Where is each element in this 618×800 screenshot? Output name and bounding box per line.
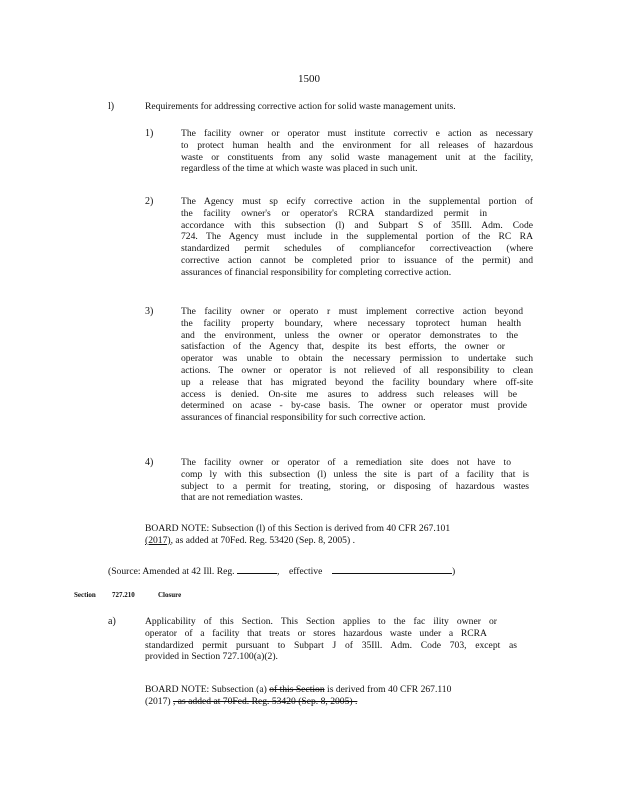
amended-year-underlined: (2017)	[145, 534, 171, 546]
subsection-l-label: l)	[108, 101, 115, 112]
deleted-citation: , as added at 70Fed. Reg. 53420 (Sep. 8, 2005) .	[172, 695, 358, 707]
section-word: Section	[74, 591, 96, 599]
item-4-text: The facility owner or operator of a remediation site does not have to comp ly with this subsection (l) unless the site is part of a facility that is subject to a permit for treating, storing, or disposing of hazardous wastes that are not remediation wastes.	[181, 457, 529, 504]
item-a-label: a)	[108, 616, 116, 627]
section-number: 727.210	[112, 591, 135, 599]
item-3-text: The facility owner or operato r must implement corrective action beyond the facility property boundary, where necessary toprotect human health and the environment, unless the owner or operator demonstrates to the satisfaction of the Agency that, despite its best efforts, the owner or operator was unable to obtain the necessary permission to undertake such actions. The owner or operator is not relieved of all responsibility to clean up a release that has migrated beyond the facility boundary where off-site access is denied. On-site me asures to address such releases will be determined on acase - by-case basis. The owner or operator must provide assurances of financial responsibility for such corrective action.	[181, 306, 533, 424]
source-note: (Source: Amended at 42 Ill. Reg. , effective )	[108, 566, 456, 577]
section-title: Closure	[158, 591, 182, 599]
item-4-label: 4)	[145, 457, 154, 468]
item-a-text: Applicability of this Section. This Section applies to the fac ility owner or operator of a facility that treats or stores hazardous waste under a RCRA standardized permit pursuant to Subpart J of 35Ill. Adm. Code 703, except as provided in Section 727.100(a)(2).	[145, 616, 517, 663]
item-2-text: The Agency must sp ecify corrective action in the supplemental portion of the facility owner's or operator's RCRA standardized permit in accordance with this subsection (l) and Subpart S of 35Ill. Adm. Code 724. The Agency must include in the supplemental portion of the RC RA standardized permit schedules of compliancefor correctiveaction (where corrective action cannot be completed prior to issuance of the permit) and assurances of financial responsibility for completing corrective action.	[181, 196, 533, 278]
register-page-blank	[237, 564, 277, 574]
page-number: 1500	[298, 73, 320, 85]
effective-date-blank	[332, 564, 452, 574]
board-note-subsection-l: BOARD NOTE: Subsection (l) of this Section is derived from 40 CFR 267.101 (2017), as added at 70Fed. Reg. 53420 (Sep. 8, 2005) .	[145, 523, 451, 546]
deleted-text: of this Section	[269, 684, 325, 695]
item-1-text: The facility owner or operator must institute correctiv e action as necessary to protect human health and the environment for all releases of hazardous waste or constituents from any solid waste management unit at the facility, regardless of the time at which waste was placed in such unit.	[181, 128, 533, 175]
item-1-label: 1)	[145, 128, 154, 139]
item-3-label: 3)	[145, 306, 154, 317]
subsection-l-heading: Requirements for addressing corrective action for solid waste management units.	[145, 101, 456, 112]
board-note-subsection-a: BOARD NOTE: Subsection (a) of this Section is derived from 40 CFR 267.110 (2017) , as added at 70Fed. Reg. 53420 (Sep. 8, 2005) .	[145, 684, 452, 707]
item-2-label: 2)	[145, 196, 154, 207]
